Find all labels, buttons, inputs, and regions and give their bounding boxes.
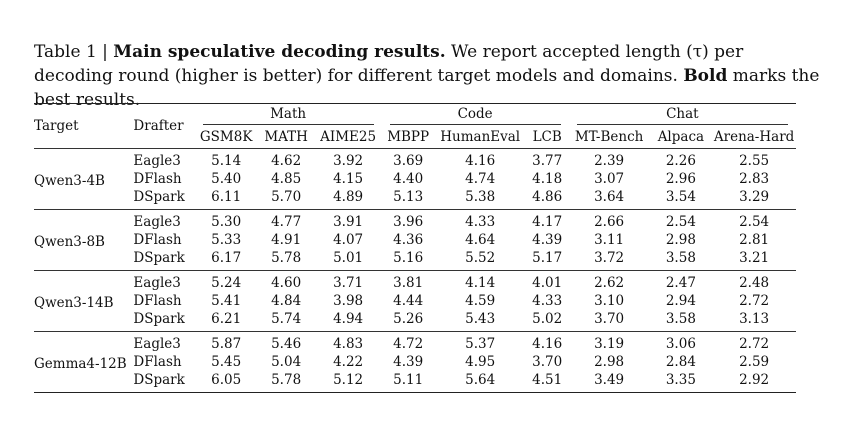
result-cell: 3.72 xyxy=(594,250,625,266)
result-cell: 4.59 xyxy=(465,293,496,309)
result-cell: 2.26 xyxy=(650,149,713,171)
result-cell: 5.41 xyxy=(211,293,242,309)
result-cell: 4.95 xyxy=(465,354,496,370)
result-cell: 3.29 xyxy=(739,189,770,205)
result-cell: 4.86 xyxy=(532,189,563,205)
result-cell: 4.77 xyxy=(258,210,315,232)
result-cell: 5.16 xyxy=(393,250,424,266)
table-row xyxy=(34,371,796,393)
caption-label: Table 1 | xyxy=(34,42,114,62)
column-header: MBPP xyxy=(387,129,430,145)
drafter-name: DSpark xyxy=(133,371,194,393)
result-cell: 5.52 xyxy=(465,250,496,266)
table-row xyxy=(34,210,796,232)
drafter-name: DFlash xyxy=(133,171,182,187)
result-cell: 5.17 xyxy=(532,250,563,266)
result-cell: 6.17 xyxy=(211,250,242,266)
group-math: Math xyxy=(195,104,382,127)
result-cell: 3.21 xyxy=(739,250,770,266)
result-cell: 4.64 xyxy=(465,232,496,248)
result-cell: 6.05 xyxy=(195,371,258,393)
table-row xyxy=(34,332,796,354)
result-cell: 5.02 xyxy=(532,311,563,327)
result-cell: 3.07 xyxy=(594,171,625,187)
result-cell: 2.81 xyxy=(739,232,770,248)
column-header: HumanEval xyxy=(440,129,521,145)
result-cell: 4.72 xyxy=(382,332,435,354)
result-cell: 3.54 xyxy=(665,189,696,205)
table-row xyxy=(34,249,796,271)
result-cell: 5.43 xyxy=(465,311,496,327)
result-cell: 3.64 xyxy=(594,189,625,205)
caption-text: We report accepted length (τ) per decoding round (higher is better) for different target models and domains. xyxy=(34,42,744,86)
table-row xyxy=(34,271,796,293)
result-cell: 5.14 xyxy=(195,149,258,171)
result-cell: 4.89 xyxy=(333,189,364,205)
table-row xyxy=(34,292,796,310)
result-cell: 4.91 xyxy=(271,232,302,248)
result-cell: 6.21 xyxy=(211,311,242,327)
result-cell: 5.11 xyxy=(382,371,435,393)
result-cell: 2.98 xyxy=(665,232,696,248)
result-cell: 4.84 xyxy=(271,293,302,309)
result-cell: 4.62 xyxy=(258,149,315,171)
result-cell: 4.17 xyxy=(526,210,569,232)
result-cell: 3.19 xyxy=(569,332,650,354)
result-cell: 2.39 xyxy=(569,149,650,171)
result-cell: 3.06 xyxy=(650,332,713,354)
result-cell: 5.87 xyxy=(195,332,258,354)
result-cell: 3.49 xyxy=(569,371,650,393)
caption-title: Main speculative decoding results. xyxy=(113,42,446,62)
result-cell: 3.92 xyxy=(315,149,382,171)
result-cell: 3.77 xyxy=(526,149,569,171)
result-cell: 2.48 xyxy=(712,271,796,293)
result-cell: 3.69 xyxy=(382,149,435,171)
table-row xyxy=(34,353,796,371)
drafter-name: DSpark xyxy=(133,189,185,205)
result-cell: 3.58 xyxy=(665,311,696,327)
result-cell: 2.83 xyxy=(739,171,770,187)
column-header: GSM8K xyxy=(199,129,253,145)
result-cell: 5.78 xyxy=(271,250,302,266)
result-cell: 5.70 xyxy=(271,189,302,205)
result-cell: 5.40 xyxy=(211,171,242,187)
result-cell: 3.70 xyxy=(532,354,563,370)
group-code: Code xyxy=(382,104,569,127)
result-cell: 4.74 xyxy=(465,171,496,187)
result-cell: 4.18 xyxy=(532,171,563,187)
table-row xyxy=(34,231,796,249)
drafter-name: DSpark xyxy=(133,311,185,327)
result-cell: 2.96 xyxy=(665,171,696,187)
header-row-groups xyxy=(34,104,796,127)
result-cell: 3.71 xyxy=(315,271,382,293)
result-cell: 4.22 xyxy=(333,354,364,370)
result-cell: 2.55 xyxy=(712,149,796,171)
caption-text-end: marks the best results. xyxy=(34,66,820,110)
result-cell: 3.91 xyxy=(315,210,382,232)
result-cell: 6.11 xyxy=(211,189,242,205)
result-cell: 4.85 xyxy=(271,171,302,187)
result-cell: 2.62 xyxy=(569,271,650,293)
column-header: Alpaca xyxy=(657,129,705,145)
result-cell: 5.13 xyxy=(393,189,424,205)
result-cell: 4.94 xyxy=(333,311,364,327)
result-cell: 3.35 xyxy=(650,371,713,393)
result-cell: 2.59 xyxy=(739,354,770,370)
result-cell: 3.58 xyxy=(665,250,696,266)
result-cell: 4.07 xyxy=(333,232,364,248)
result-cell: 4.83 xyxy=(315,332,382,354)
result-cell: 5.46 xyxy=(258,332,315,354)
result-cell: 3.13 xyxy=(739,311,770,327)
target-model: Gemma4-12B xyxy=(34,332,133,393)
result-cell: 5.04 xyxy=(271,354,302,370)
table-caption xyxy=(34,40,824,112)
drafter-name: DSpark xyxy=(133,250,185,266)
result-cell: 4.39 xyxy=(532,232,563,248)
result-cell: 2.92 xyxy=(712,371,796,393)
result-cell: 3.70 xyxy=(594,311,625,327)
result-cell: 3.10 xyxy=(594,293,625,309)
result-cell: 5.24 xyxy=(195,271,258,293)
result-cell: 2.47 xyxy=(650,271,713,293)
drafter-name: Eagle3 xyxy=(133,332,194,354)
column-header: LCB xyxy=(532,129,562,145)
table-row xyxy=(34,188,796,210)
drafter-name: DFlash xyxy=(133,293,182,309)
table-row xyxy=(34,149,796,171)
result-cell: 4.33 xyxy=(532,293,563,309)
column-header: MATH xyxy=(264,129,308,145)
column-header: MT-Bench xyxy=(574,129,644,145)
results-table xyxy=(34,103,796,393)
header-drafter: Drafter xyxy=(133,104,194,149)
caption-bold-word: Bold xyxy=(683,66,728,86)
result-cell: 3.81 xyxy=(382,271,435,293)
column-header: Arena-Hard xyxy=(713,129,795,145)
result-cell: 4.40 xyxy=(393,171,424,187)
result-cell: 4.14 xyxy=(435,271,526,293)
result-cell: 5.12 xyxy=(315,371,382,393)
result-cell: 2.66 xyxy=(569,210,650,232)
result-cell: 5.74 xyxy=(271,311,302,327)
result-cell: 2.54 xyxy=(650,210,713,232)
target-model: Qwen3-4B xyxy=(34,149,133,210)
target-model: Qwen3-8B xyxy=(34,210,133,271)
result-cell: 5.38 xyxy=(465,189,496,205)
result-cell: 2.72 xyxy=(739,293,770,309)
group-chat: Chat xyxy=(569,104,796,127)
result-cell: 5.78 xyxy=(258,371,315,393)
result-cell: 2.84 xyxy=(665,354,696,370)
target-model: Qwen3-14B xyxy=(34,271,133,332)
result-cell: 5.64 xyxy=(435,371,526,393)
result-cell: 5.30 xyxy=(195,210,258,232)
result-cell: 4.15 xyxy=(333,171,364,187)
result-cell: 4.16 xyxy=(435,149,526,171)
result-cell: 3.98 xyxy=(333,293,364,309)
result-cell: 5.37 xyxy=(435,332,526,354)
result-cell: 4.39 xyxy=(393,354,424,370)
drafter-name: DFlash xyxy=(133,232,182,248)
result-cell: 2.98 xyxy=(594,354,625,370)
drafter-name: Eagle3 xyxy=(133,271,194,293)
result-cell: 2.72 xyxy=(712,332,796,354)
table-row xyxy=(34,170,796,188)
result-cell: 5.01 xyxy=(333,250,364,266)
table-row xyxy=(34,310,796,332)
result-cell: 4.36 xyxy=(393,232,424,248)
result-cell: 4.16 xyxy=(526,332,569,354)
header-target: Target xyxy=(34,104,133,149)
drafter-name: Eagle3 xyxy=(133,210,194,232)
column-header: AIME25 xyxy=(320,129,377,145)
drafter-name: DFlash xyxy=(133,354,182,370)
result-cell: 4.51 xyxy=(526,371,569,393)
result-cell: 5.45 xyxy=(211,354,242,370)
result-cell: 3.96 xyxy=(382,210,435,232)
result-cell: 2.54 xyxy=(712,210,796,232)
result-cell: 3.11 xyxy=(594,232,625,248)
result-cell: 4.60 xyxy=(258,271,315,293)
drafter-name: Eagle3 xyxy=(133,149,194,171)
result-cell: 4.33 xyxy=(435,210,526,232)
result-cell: 5.26 xyxy=(393,311,424,327)
result-cell: 2.94 xyxy=(665,293,696,309)
result-cell: 5.33 xyxy=(211,232,242,248)
result-cell: 4.44 xyxy=(393,293,424,309)
result-cell: 4.01 xyxy=(526,271,569,293)
